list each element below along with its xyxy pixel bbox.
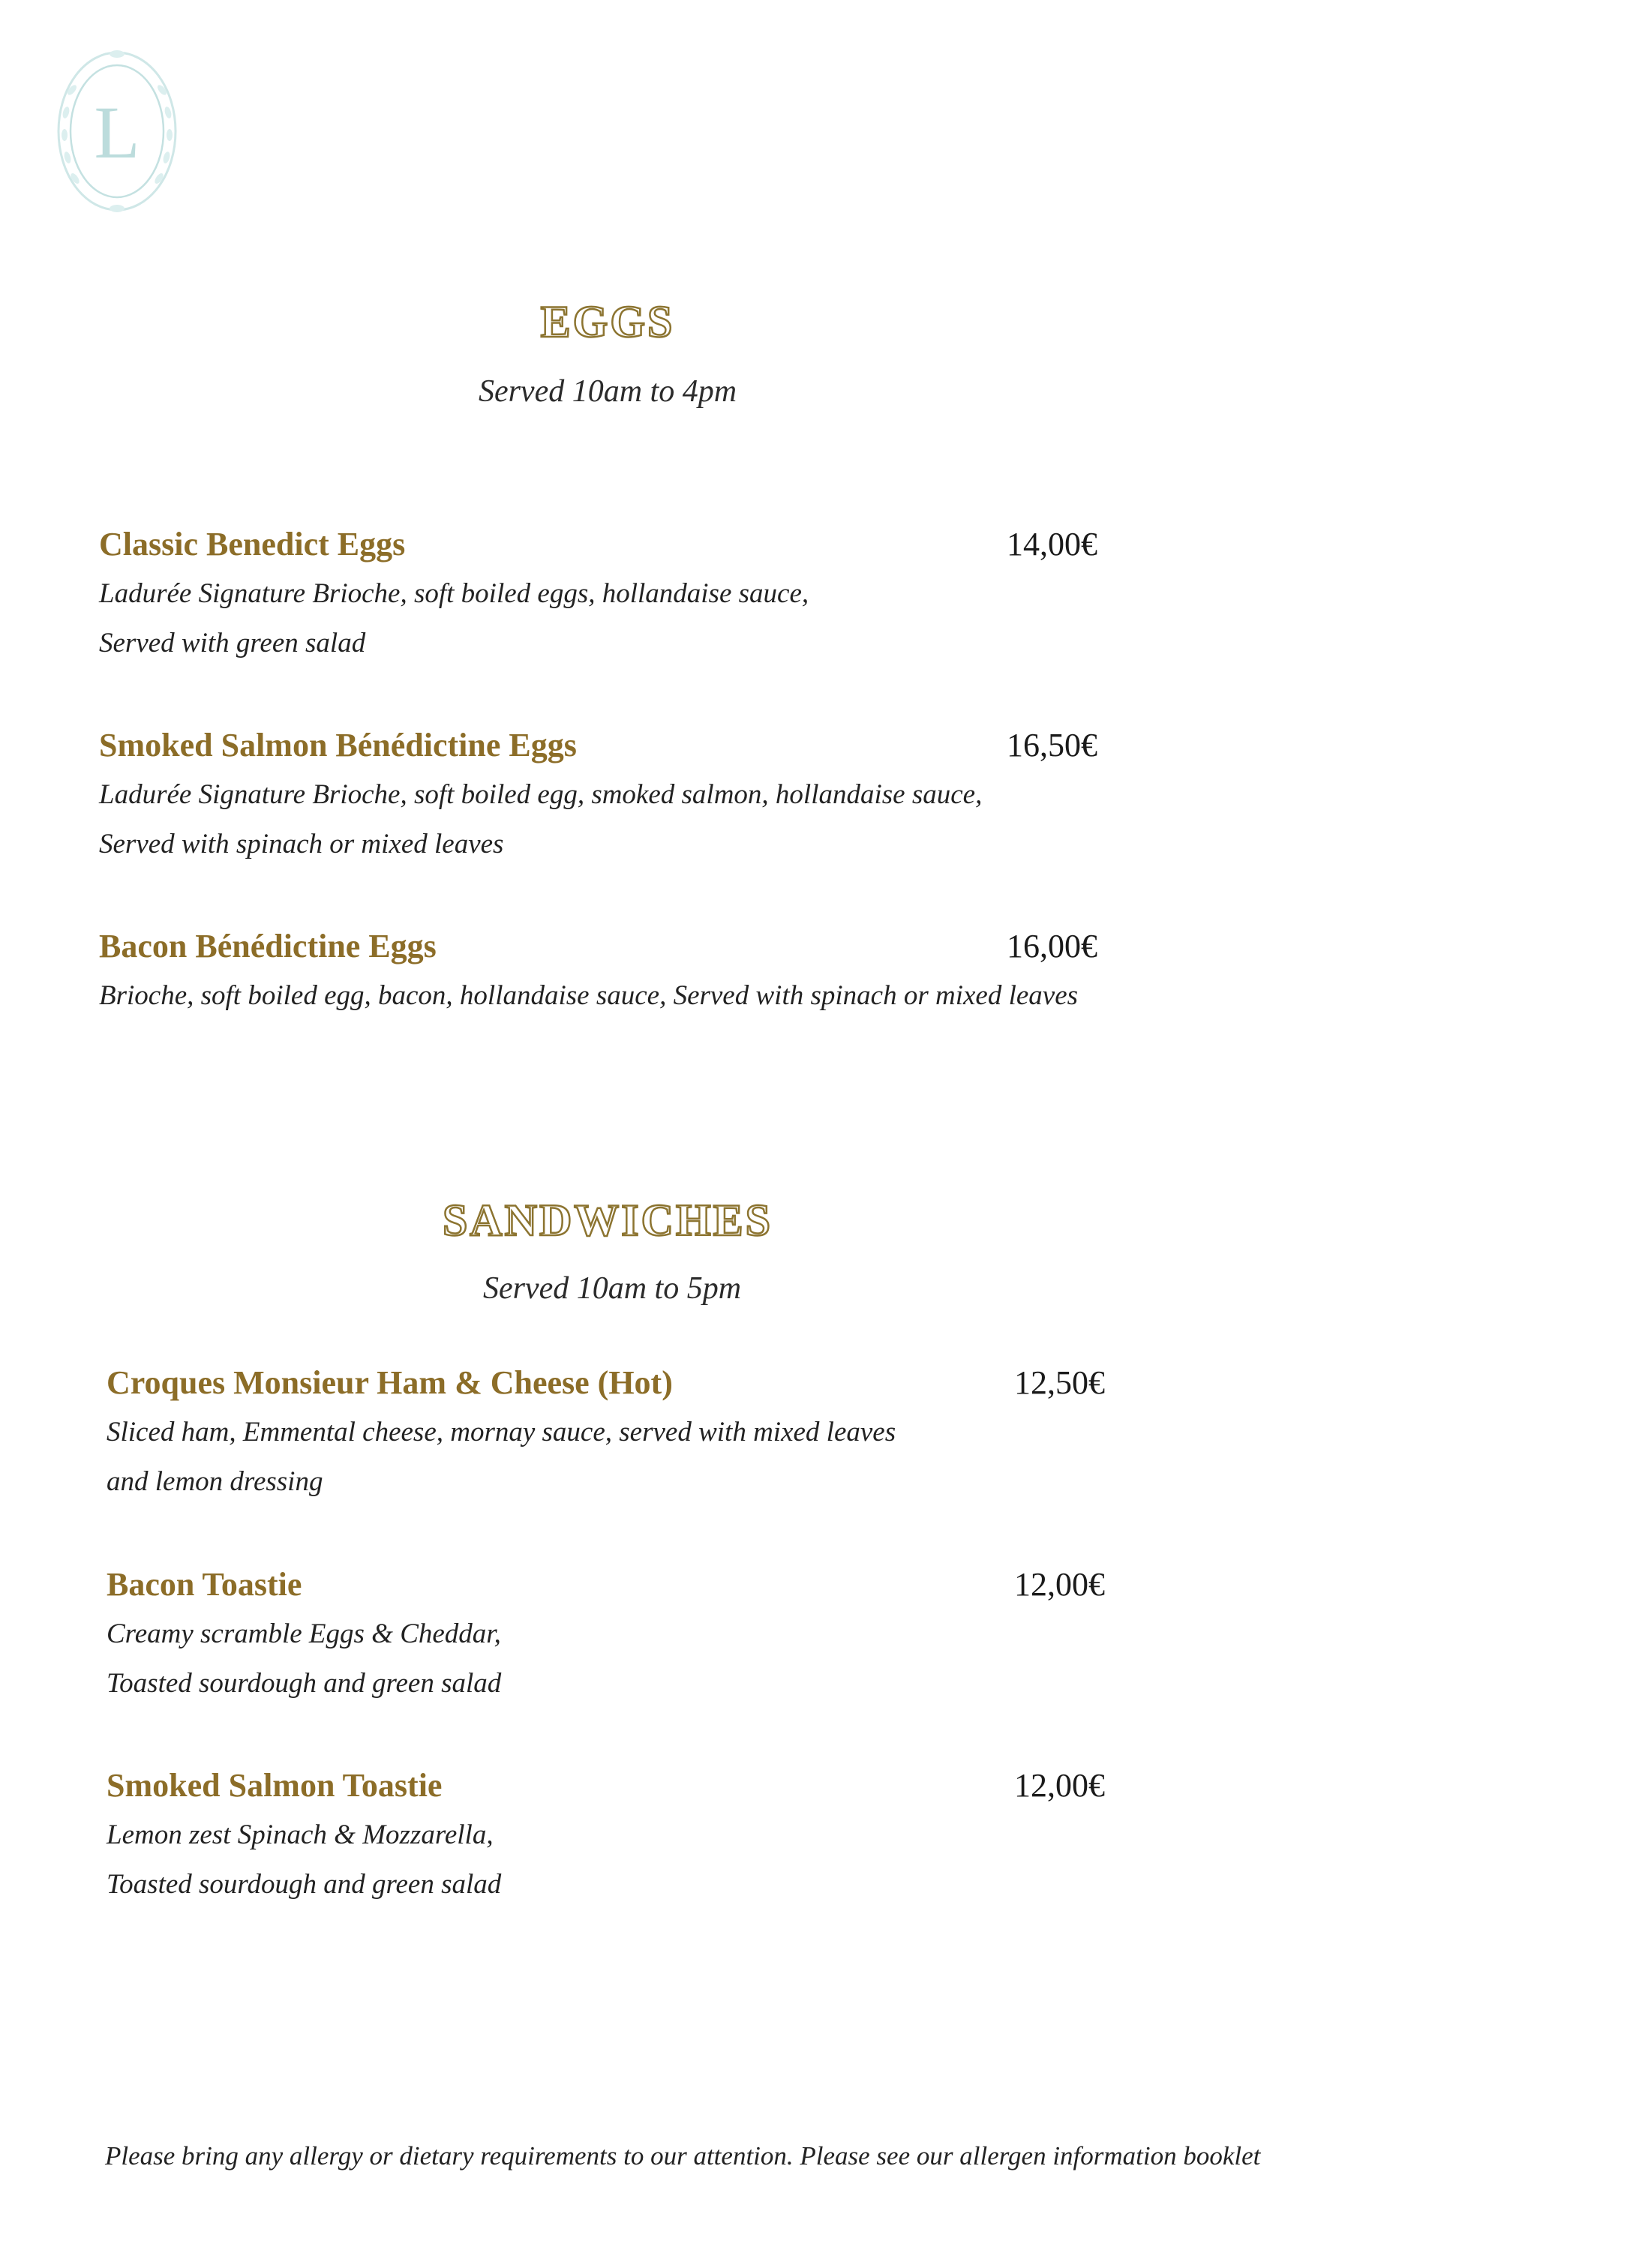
allergy-note: Please bring any allergy or dietary requirements to our attention. Please see our allergen information booklet bbox=[105, 2141, 1261, 2170]
item-description: Ladurée Signature Brioche, soft boiled egg, smoked salmon, hollandaise sauce, bbox=[99, 779, 983, 810]
item-name: Bacon Bénédictine Eggs bbox=[99, 928, 437, 964]
item-price: 16,00€ bbox=[1007, 928, 1097, 964]
item-description: and lemon dressing bbox=[107, 1466, 323, 1497]
item-price: 12,50€ bbox=[1014, 1364, 1105, 1401]
item-description: Brioche, soft boiled egg, bacon, hollandaise sauce, Served with spinach or mixed leaves bbox=[99, 980, 1079, 1011]
eggs-title: EGGS bbox=[540, 297, 675, 346]
laduree-logo bbox=[50, 45, 185, 218]
item-description: Lemon zest Spinach & Mozzarella, bbox=[107, 1820, 494, 1850]
item-name: Smoked Salmon Bénédictine Eggs bbox=[99, 727, 577, 764]
item-price: 14,00€ bbox=[1007, 526, 1097, 562]
item-description: Served with green salad bbox=[99, 628, 366, 658]
item-description: Sliced ham, Emmental cheese, mornay sauce, served with mixed leaves bbox=[107, 1417, 896, 1448]
eggs-subtitle: Served 10am to 4pm bbox=[478, 374, 737, 409]
logo-letter: L bbox=[94, 91, 140, 174]
item-description: Served with spinach or mixed leaves bbox=[99, 829, 504, 860]
item-description: Toasted sourdough and green salad bbox=[107, 1869, 502, 1900]
item-price: 12,00€ bbox=[1014, 1767, 1105, 1804]
item-price: 16,50€ bbox=[1007, 727, 1097, 764]
item-name: Bacon Toastie bbox=[107, 1566, 302, 1603]
item-description: Ladurée Signature Brioche, soft boiled eggs, hollandaise sauce, bbox=[99, 578, 809, 609]
sandwiches-title: SANDWICHES bbox=[442, 1196, 773, 1245]
item-name: Smoked Salmon Toastie bbox=[107, 1767, 443, 1804]
sandwiches-subtitle: Served 10am to 5pm bbox=[482, 1271, 742, 1306]
item-price: 12,00€ bbox=[1014, 1566, 1105, 1603]
item-name: Classic Benedict Eggs bbox=[99, 526, 406, 562]
item-description: Creamy scramble Eggs & Cheddar, bbox=[107, 1618, 501, 1649]
item-name: Croques Monsieur Ham & Cheese (Hot) bbox=[107, 1364, 673, 1401]
item-description: Toasted sourdough and green salad bbox=[107, 1668, 502, 1699]
